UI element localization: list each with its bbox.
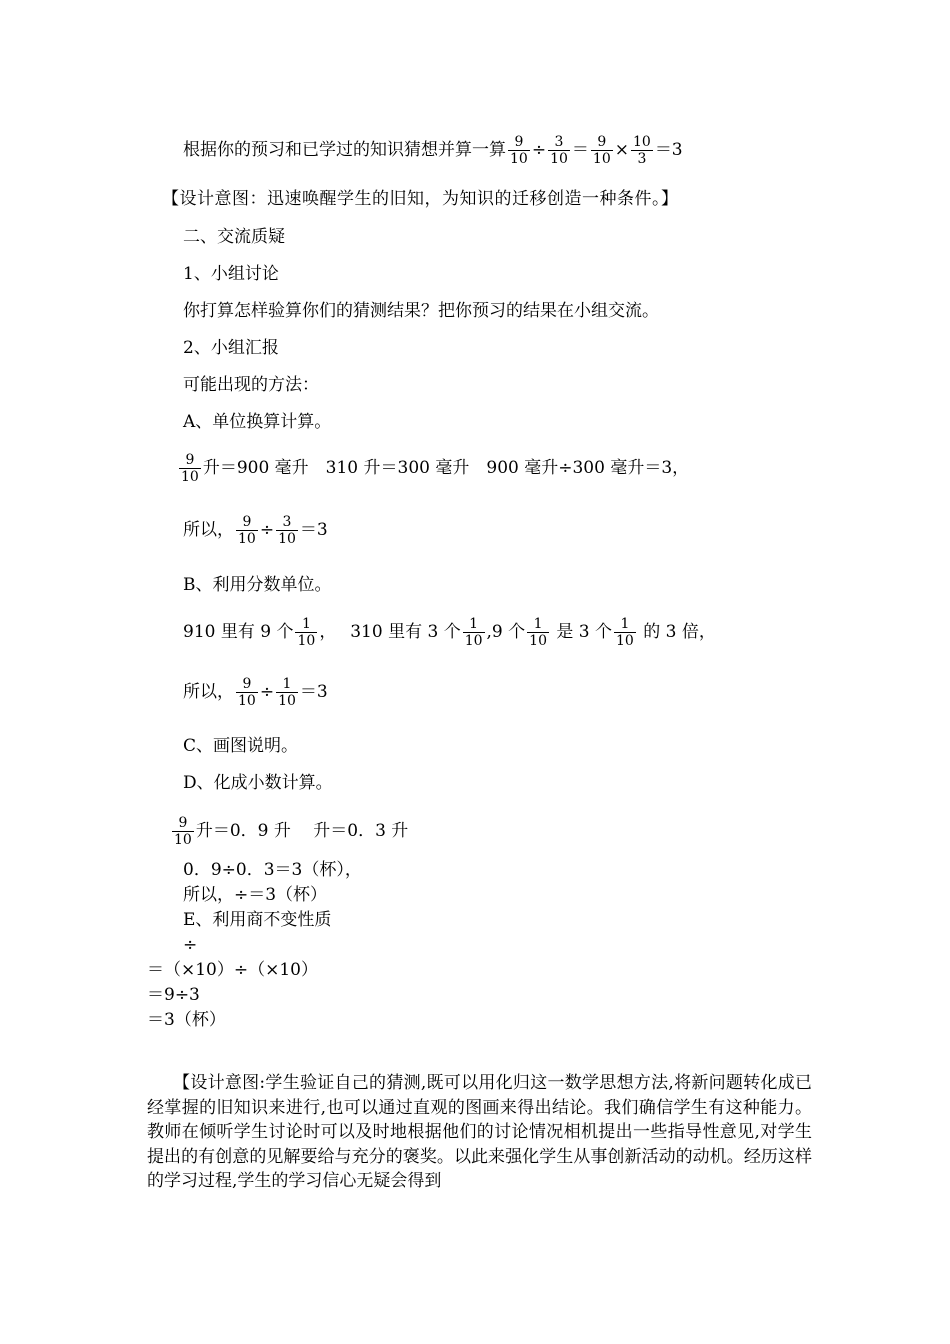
- method-c: C、画图说明。: [183, 736, 299, 756]
- unit-conversion-line: [177, 452, 689, 485]
- result: ＝3: [299, 520, 328, 540]
- guess-line: [183, 134, 683, 167]
- divide-sign: ÷: [531, 140, 547, 160]
- item-group-report: 2、小组汇报: [183, 338, 279, 358]
- section-heading: 二、交流质疑: [183, 227, 285, 247]
- fraction: $\frac{10}{3}$: [632, 134, 651, 167]
- conversion-text: 升＝900 毫升 310 升＝300 毫升 900 毫升÷300 毫升＝3，: [202, 458, 690, 478]
- methods-heading: 可能出现的方法：: [183, 375, 319, 395]
- method-b: B、利用分数单位。: [183, 575, 332, 595]
- fraction: $\frac{1}{10}$: [529, 616, 547, 649]
- decimal-line-3: 所以，÷＝3（杯）: [183, 885, 328, 905]
- fraction: $\frac{3}{10}$: [550, 134, 568, 167]
- fraction: $\frac{9}{10}$: [238, 676, 256, 709]
- multiply-sign: ×: [614, 140, 629, 160]
- design-intent-1: 【设计意图：迅速唤醒学生的旧知，为知识的迁移创造一种条件。】: [162, 189, 679, 209]
- design-intent-2: 【设计意图:学生验证自己的猜测,既可以用化归这一数学思想方法,将新问题转化成已经掌握的旧知识来进行,也可以通过直观的图画来得出结论。我们确信学生有这种能力。教师在倾听学生讨论时可以及时地根据他们的讨论情况相机提出一些指导性意见,对学生提出的有创意的见解要给与充分的褒奖。以此来强化学生从事创新活动的动机。经历这样的学习过程,学生的学习信心无疑会得到: [147, 1073, 812, 1191]
- fraction: $\frac{9}{10}$: [181, 452, 199, 485]
- text: ,9 个: [486, 622, 526, 642]
- fraction-unit-line: [183, 616, 716, 649]
- fraction: $\frac{1}{10}$: [464, 616, 483, 649]
- result: ＝3: [299, 682, 328, 702]
- equals-sign: ＝: [571, 140, 589, 160]
- equation-e1: ÷: [183, 935, 198, 955]
- text: ， 310 里有 3 个: [319, 622, 461, 642]
- so-label: 所以，: [183, 520, 234, 540]
- decimal-line-1: [170, 815, 408, 848]
- equation-e2: ＝（×10）÷（×10）: [147, 960, 318, 980]
- conclusion-b: [183, 676, 328, 709]
- divide-sign: ÷: [259, 520, 275, 540]
- fraction: $\frac{9}{10}$: [238, 514, 256, 547]
- fraction: $\frac{3}{10}$: [278, 514, 296, 547]
- item-group-discussion: 1、小组讨论: [183, 264, 279, 284]
- divide-sign: ÷: [259, 682, 275, 702]
- equation-e4: ＝3（杯）: [147, 1010, 226, 1030]
- equation-e3: ＝9÷3: [147, 985, 200, 1005]
- question-text: 你打算怎样验算你们的猜测结果？把你预习的结果在小组交流。: [183, 301, 659, 321]
- method-a: A、单位换算计算。: [183, 412, 332, 432]
- so-label: 所以，: [183, 682, 234, 702]
- fraction: $\frac{9}{10}$: [510, 134, 528, 167]
- fraction: $\frac{1}{10}$: [297, 616, 316, 649]
- guess-text: 根据你的预习和已学过的知识猜想并算一算: [183, 140, 506, 160]
- result: ＝3: [654, 140, 683, 160]
- text: 910 里有 9 个: [183, 622, 294, 642]
- method-d: D、化成小数计算。: [183, 773, 333, 793]
- text: 的 3 倍，: [637, 622, 716, 642]
- decimal-line-2: 0．9÷0．3＝3（杯），: [183, 860, 362, 880]
- fraction: $\frac{1}{10}$: [616, 616, 634, 649]
- text: 是 3 个: [550, 622, 613, 642]
- fraction: $\frac{9}{10}$: [174, 815, 192, 848]
- decimal-text: 升＝0．9 升 升＝0．3 升: [195, 821, 409, 841]
- conclusion-a: [183, 514, 328, 547]
- fraction: $\frac{9}{10}$: [592, 134, 611, 167]
- method-e: E、利用商不变性质: [183, 910, 332, 930]
- fraction: $\frac{1}{10}$: [278, 676, 296, 709]
